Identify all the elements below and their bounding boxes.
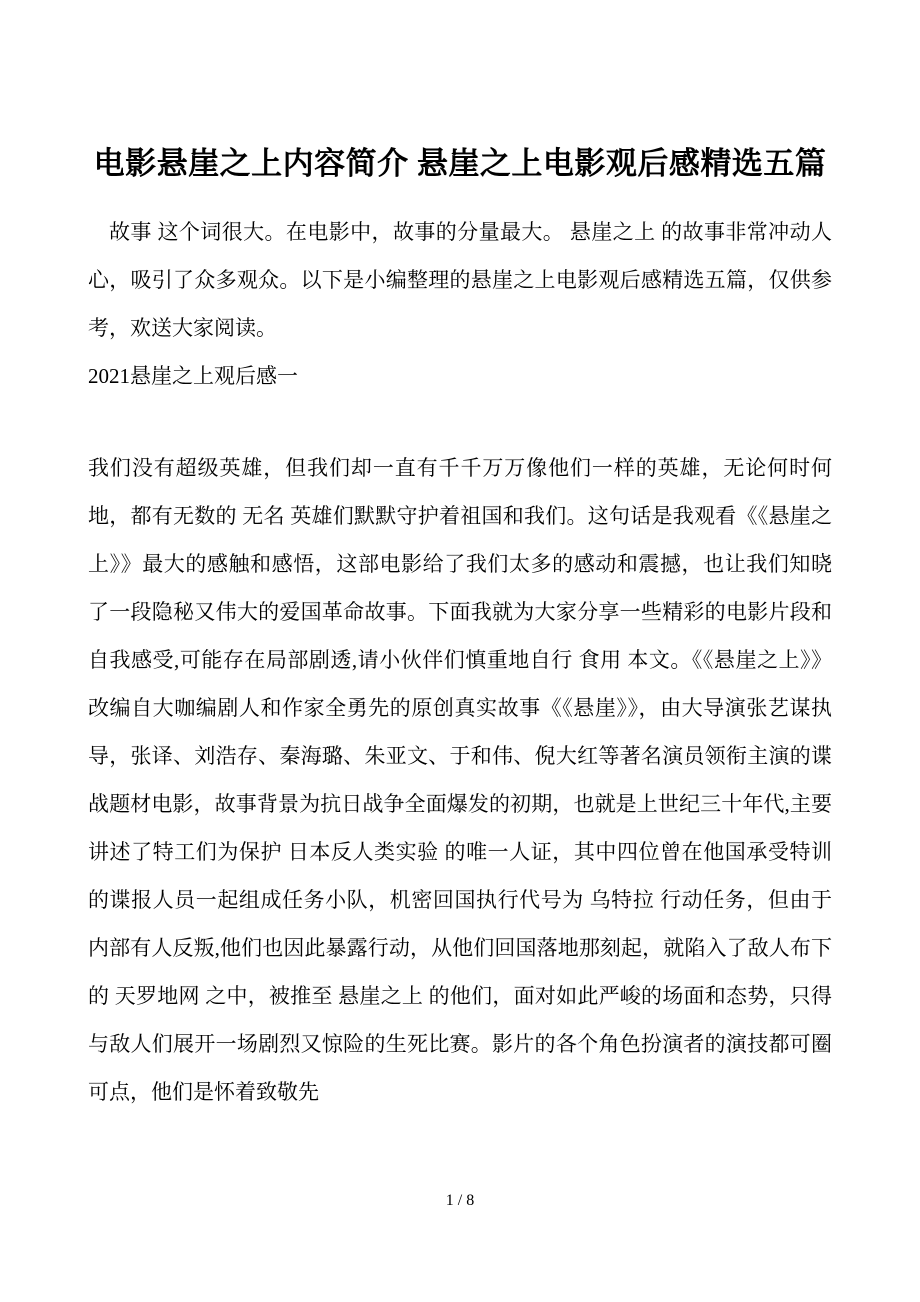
page-footer: [0, 1192, 920, 1210]
page-number: 1 / 8: [445, 1192, 475, 1209]
body-paragraph: 我们没有超级英雄，但我们却一直有千千万万像他们一样的英雄，无论何时何地，都有无数的 无名 英雄们默默守护着祖国和我们。这句话是我观看《《悬崖之上》》最大的感触和感悟，这部电影给了我们太多的感动和震撼，也让我们知晓了一段隐秘又伟大的爱国革命故事。下面我就为大家分享一些精彩的电影片段和自我感受,可能存在局部剧透,请小伙伴们慎重地自行 食用 本文。《《悬崖之上》》改编自大咖编剧人和作家全勇先的原创真实故事《《悬崖》》，由大导演张艺谋执导，张译、刘浩存、秦海璐、朱亚文、于和伟、倪大红等著名演员领衔主演的谍战题材电影，故事背景为抗日战争全面爆发的初期，也就是上世纪三十年代,主要讲述了特工们为保护 日本反人类实验 的唯一人证，其中四位曾在他国承受特训的谍报人员一起组成任务小队，机密回国执行代号为 乌特拉 行动任务，但由于内部有人反叛,他们也因此暴露行动，从他们回国落地那刻起，就陷入了敌人布下的 天罗地网 之中，被推至 悬崖之上 的他们，面对如此严峻的场面和态势，只得与敌人们展开一场剧烈又惊险的生死比赛。影片的各个角色扮演者的演技都可圈可点，他们是怀着致敬先: [88, 456, 832, 1104]
document-title: 电影悬崖之上内容简介 悬崖之上电影观后感精选五篇: [93, 146, 827, 181]
section-heading: 2021悬崖之上观后感一: [88, 364, 298, 388]
intro-paragraph: 故事 这个词很大。在电影中，故事的分量最大。 悬崖之上 的故事非常冲动人心，吸引了众多观众。以下是小编整理的悬崖之上电影观后感精选五篇，仅供参考，欢送大家阅读。: [88, 220, 832, 340]
